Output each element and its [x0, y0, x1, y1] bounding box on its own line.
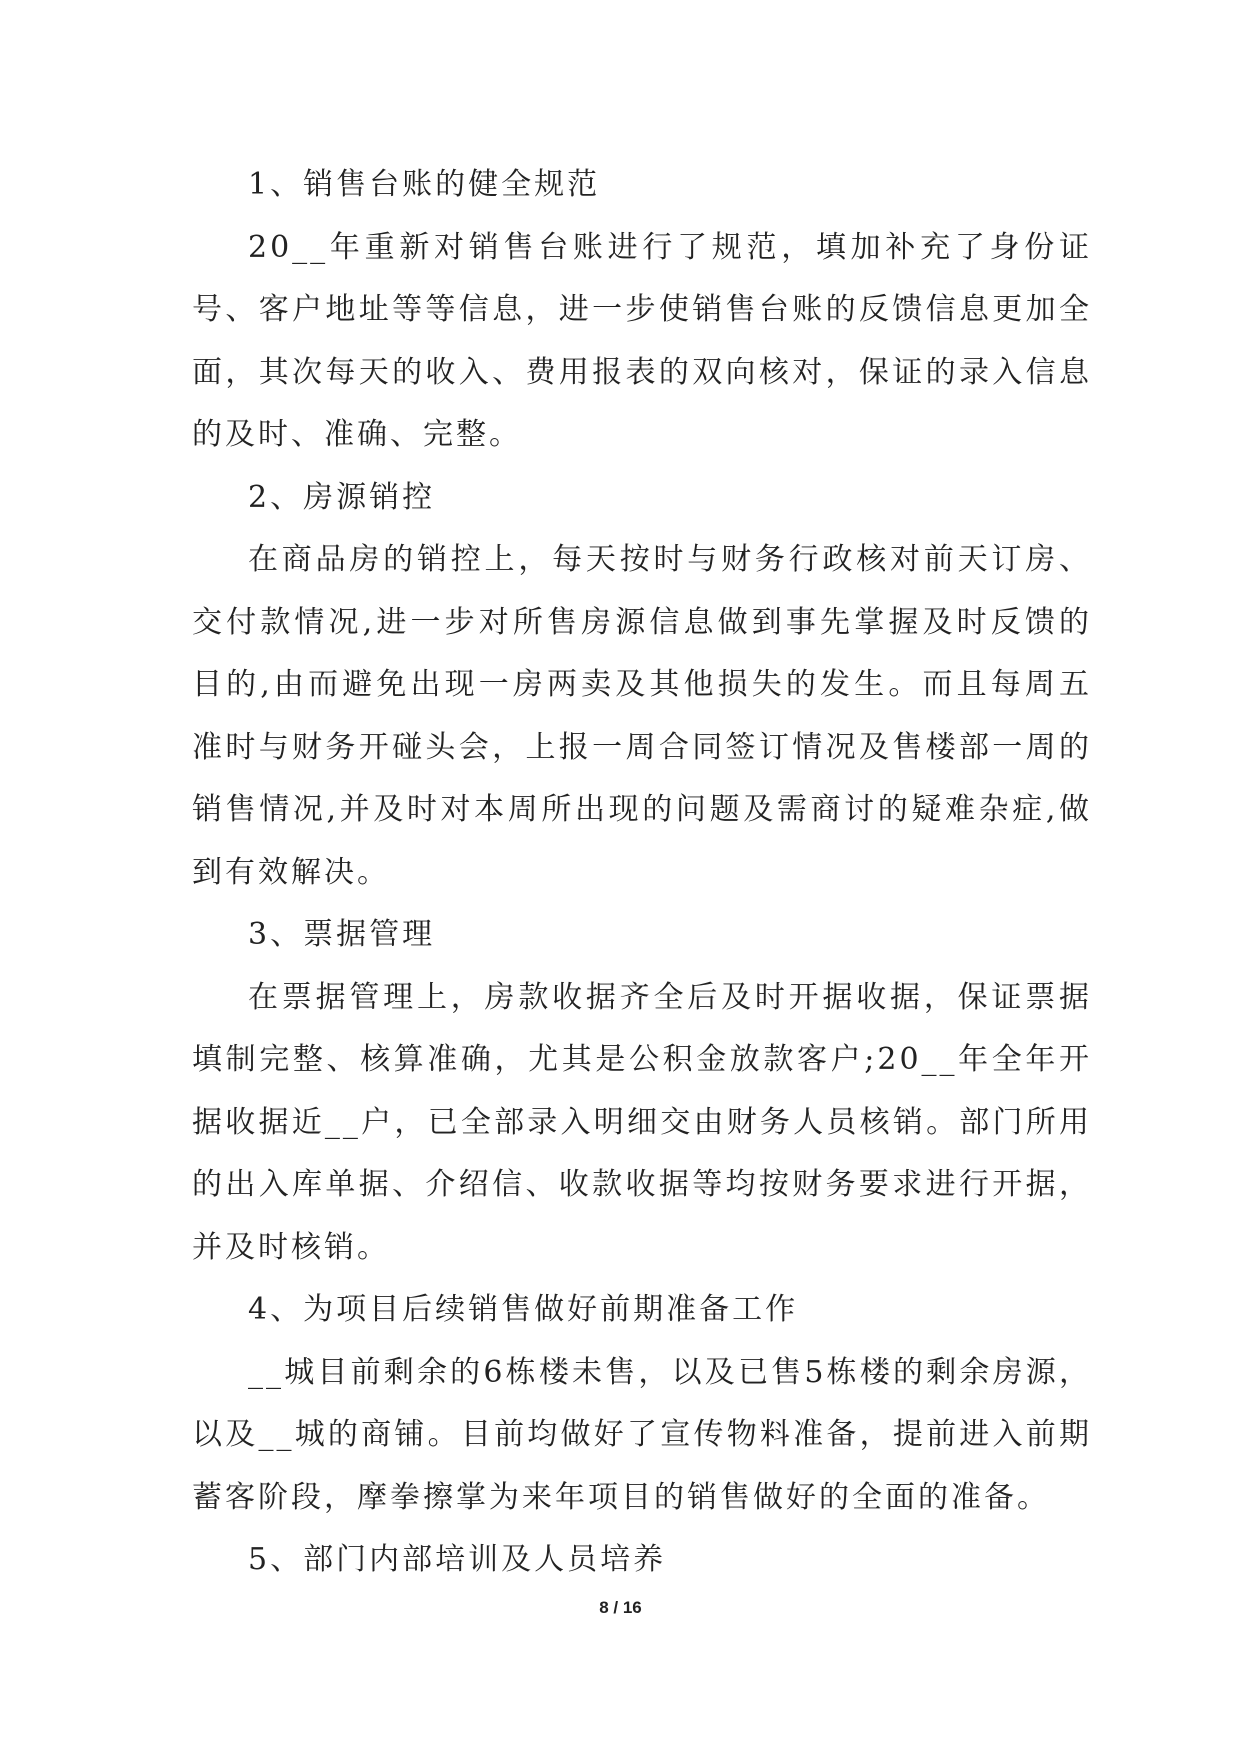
page-number: 8 / 16	[599, 1598, 642, 1617]
section-heading-4: 4、为项目后续销售做好前期准备工作	[248, 1292, 799, 1327]
section-heading-5: 5、部门内部培训及人员培养	[248, 1542, 667, 1577]
section-paragraph-4: __城目前剩余的6栋楼未售，以及已售5栋楼的剩余房源，以及__城的商铺。目前均做好了宣传物料准备，提前进入前期蓄客阶段，摩拳擦掌为来年项目的销售做好的全面的准备。	[192, 1354, 1092, 1515]
section-paragraph-1: 20__年重新对销售台账进行了规范，填加补充了身份证号、客户地址等等信息，进一步使销售台账的反馈信息更加全面，其次每天的收入、费用报表的双向核对，保证的录入信息的及时、准确、完整。	[192, 229, 1092, 452]
section-heading-1: 1、销售台账的健全规范	[248, 167, 601, 202]
section-heading-3: 3、票据管理	[248, 917, 436, 952]
section-paragraph-2: 在商品房的销控上，每天按时与财务行政核对前天订房、交付款情况,进一步对所售房源信息做到事先掌握及时反馈的目的,由而避免出现一房两卖及其他损失的发生。而且每周五准时与财务开碰头会，上报一周合同签订情况及售楼部一周的销售情况,并及时对本周所出现的问题及需商讨的疑难杂症,做到有效解决。	[192, 542, 1092, 890]
document-body	[192, 154, 1092, 1592]
section-paragraph-3: 在票据管理上，房款收据齐全后及时开据收据，保证票据填制完整、核算准确，尤其是公积金放款客户;20__年全年开据收据近__户，已全部录入明细交由财务人员核销。部门所用的出入库单据、介绍信、收款收据等均按财务要求进行开据，并及时核销。	[192, 979, 1092, 1265]
section-heading-2: 2、房源销控	[248, 479, 436, 515]
